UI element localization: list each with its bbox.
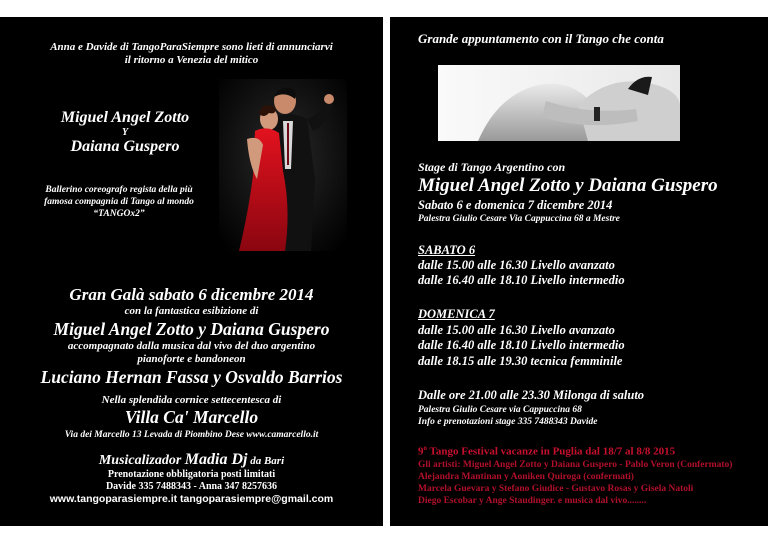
stage-dates: Sabato 6 e domenica 7 dicembre 2014: [418, 198, 613, 212]
gala-title: Gran Galà sabato 6 dicembre 2014: [69, 285, 314, 304]
booking-info: [0, 469, 383, 493]
info-line-2: Info e prenotazioni stage 335 7488343 Davide: [418, 416, 598, 427]
website-email[interactable]: www.tangoparasiempre.it tangoparasiempre@gmail.com: [49, 493, 334, 505]
festival-sup: o: [423, 444, 427, 452]
dancers-names: [30, 109, 220, 156]
intro-line-2: il ritorno a Venezia del mitico: [124, 54, 259, 66]
gala-music-line-2: pianoforte e bandoneon: [137, 353, 246, 365]
festival-ordinal: 9: [418, 445, 424, 458]
festival-line: Alejandra Mantinan y Aoniken Quiroga (confermati): [418, 472, 634, 482]
stage-dancers: Miguel Angel Zotto y Daiana Guspero: [418, 175, 718, 196]
saturday-schedule: [418, 243, 625, 288]
stage-place: Palestra Giulio Cesare Via Cappuccina 68 a Mestre: [418, 214, 620, 224]
dancer-bio: [24, 184, 214, 220]
dj-line: [0, 451, 383, 469]
bio-line-2: famosa compagnia di Tango al mondo: [44, 197, 194, 207]
saturday-slot: dalle 15.00 alle 16.30 Livello avanzato: [418, 258, 615, 272]
sunday-slot: dalle 18.15 alle 19.30 tecnica femminile: [418, 353, 623, 368]
venue-address: Via dei Marcello 13 Levada di Piombino Dese www.camarcello.it: [64, 430, 319, 440]
musicians: Luciano Hernan Fassa y Osvaldo Barrios: [40, 367, 343, 387]
festival-line: Diego Escobar y Ange Staudinger. e musica dal vivo........: [418, 496, 647, 506]
festival-artists: [418, 459, 732, 507]
dancer-2-name: Daiana Guspero: [70, 138, 180, 155]
venue-name: Villa Ca' Marcello: [124, 407, 259, 427]
tango-couple-photo: [219, 79, 347, 251]
festival-line: Marcela Guevara y Stefano Giudice - Gustavo Rosas y Gisela Natoli: [418, 484, 694, 494]
sunday-label: DOMENICA 7: [418, 307, 495, 321]
gala-dancers: Miguel Angel Zotto y Daiana Guspero: [53, 319, 330, 339]
saturday-slot: dalle 16.40 alle 18.10 Livello intermedio: [418, 273, 625, 287]
bio-line-3: “TANGOx2”: [93, 209, 145, 219]
sunday-slot: dalle 15.00 alle 16.30 Livello avanzato: [418, 322, 615, 337]
gala-with-text: con la fantastica esibizione di: [124, 305, 259, 317]
festival-title: [418, 444, 675, 458]
stage-intro: Stage di Tango Argentino con: [418, 160, 566, 174]
intro-line-1: Anna e Davide di TangoParaSiempre sono lieti di annunciarvi: [50, 41, 333, 53]
info-line-1: Palestra Giulio Cesare via Cappuccina 68: [418, 405, 582, 415]
sunday-schedule: [418, 307, 625, 369]
embrace-photo: [438, 65, 680, 141]
dj-from: da Bari: [247, 455, 285, 467]
stage-info: [418, 405, 597, 428]
saturday-label: SABATO 6: [418, 243, 476, 257]
intro-text: [0, 41, 383, 67]
sunday-slot: dalle 16.40 alle 18.10 Livello intermedio: [418, 338, 625, 352]
and-text: Y: [121, 127, 129, 138]
dj-label: Musicalizador: [98, 453, 185, 468]
gala-music-line-1: accompagnato dalla musica dal vivo del duo argentino: [67, 340, 316, 352]
dj-name: Madia Dj: [184, 451, 248, 468]
venue-intro: Nella splendida cornice settecentesca di: [101, 394, 282, 406]
right-panel: [390, 17, 768, 526]
headline: Grande appuntamento con il Tango che conta: [418, 31, 664, 46]
booking-phones: Davide 335 7488343 - Anna 347 8257636: [105, 481, 278, 492]
milonga-text: Dalle ore 21.00 alle 23.30 Milonga di saluto: [418, 388, 645, 402]
left-panel: [0, 17, 383, 526]
bio-line-1: Ballerino coreografo regista della più: [45, 185, 193, 195]
festival-title-text: Tango Festival vacanze in Puglia dal 18/7 al 8/8 2015: [427, 445, 676, 458]
booking-line-1: Prenotazione obbligatoria posti limitati: [107, 469, 276, 480]
festival-line: Gli artisti: Miguel Angel Zotto y Daiana Guspero - Pablo Veron (Confermato): [418, 460, 733, 470]
gala-music: [0, 340, 383, 366]
dancer-1-name: Miguel Angel Zotto: [60, 109, 190, 126]
